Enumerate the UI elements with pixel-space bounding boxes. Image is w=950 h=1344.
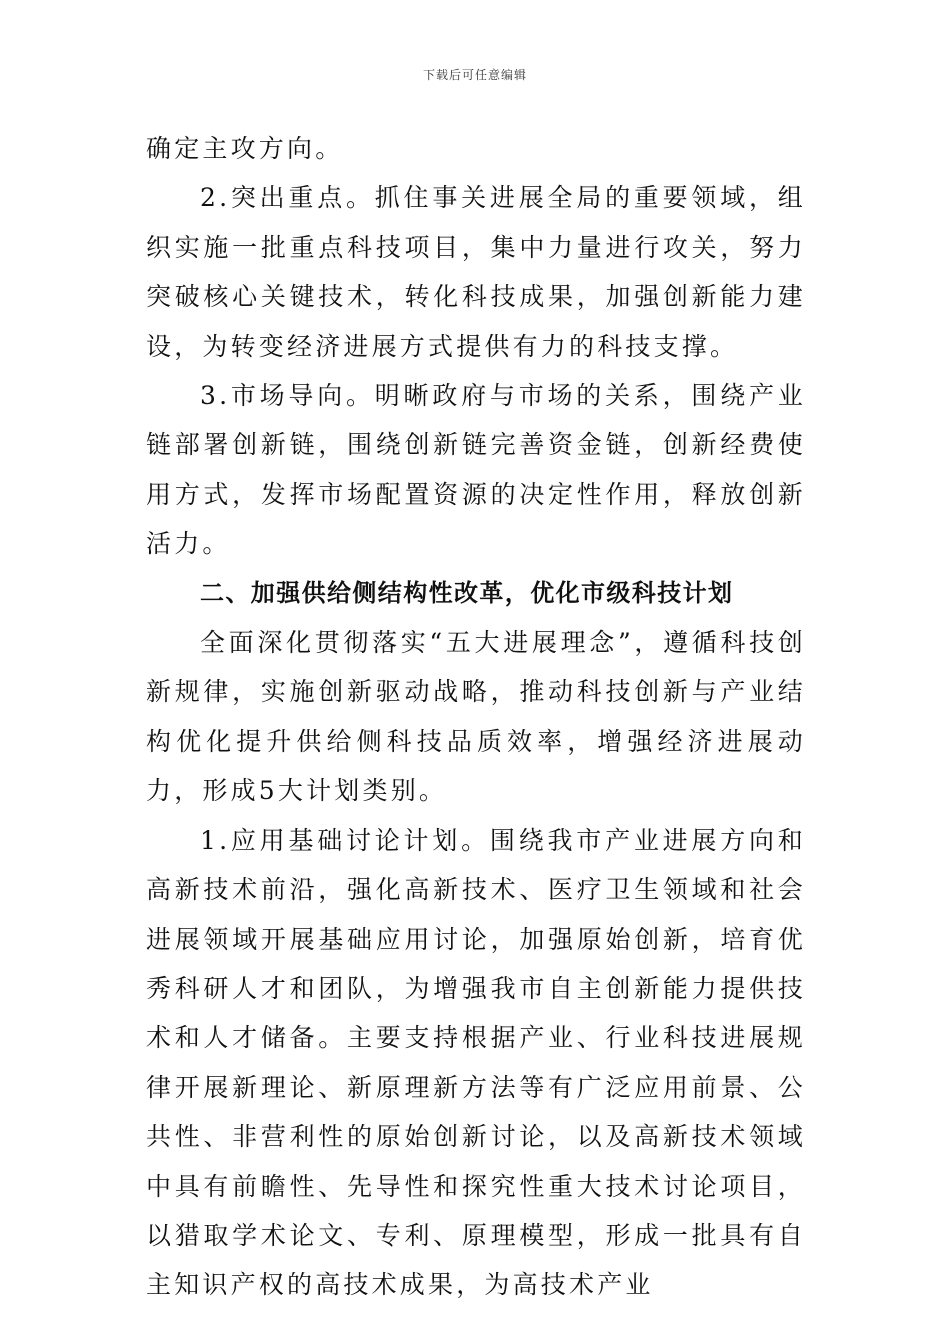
section-heading: 二、加强供给侧结构性改革，优化市级科技计划 xyxy=(200,578,734,607)
paragraph-market-orientation: 3.市场导向。明晰政府与市场的关系，围绕产业链部署创新链，围绕创新链完善资金链，创新经费使用方式，发挥市场配置资源的决定性作用，释放创新活力。 xyxy=(146,381,806,559)
paragraph-key-focus: 2.突出重点。抓住事关进展全局的重要领域，组织实施一批重点科技项目，集中力量进行攻关，努力突破核心关键技术，转化科技成果，加强创新能力建设，为转变经济进展方式提供有力的科技支撑。 xyxy=(146,183,806,361)
paragraph-section-intro: 全面深化贯彻落实“五大进展理念”，遵循科技创新规律，实施创新驱动战略，推动科技创新与产业结构优化提升供给侧科技品质效率，增强经济进展动力，形成5大计划类别。 xyxy=(146,628,806,806)
paragraph-applied-basic-research: 1.应用基础讨论计划。围绕我市产业进展方向和高新技术前沿，强化高新技术、医疗卫生领域和社会进展领域开展基础应用讨论，加强原始创新，培育优秀科研人才和团队，为增强我市自主创新能力提供技术和人才储备。主要支持根据产业、行业科技进展规律开展新理论、新原理新方法等有广泛应用前景、公共性、非营利性的原始创新讨论，以及高新技术领域中具有前瞻性、先导性和探究性重大技术讨论项目，以猎取学术论文、专利、原理模型，形成一批具有自主知识产权的高技术成果，为高技术产业 xyxy=(146,825,806,1300)
document-body xyxy=(146,124,806,1310)
paragraph-continuation: 确定主攻方向。 xyxy=(146,134,344,163)
page-header: 下载后可任意编辑 xyxy=(422,68,527,82)
